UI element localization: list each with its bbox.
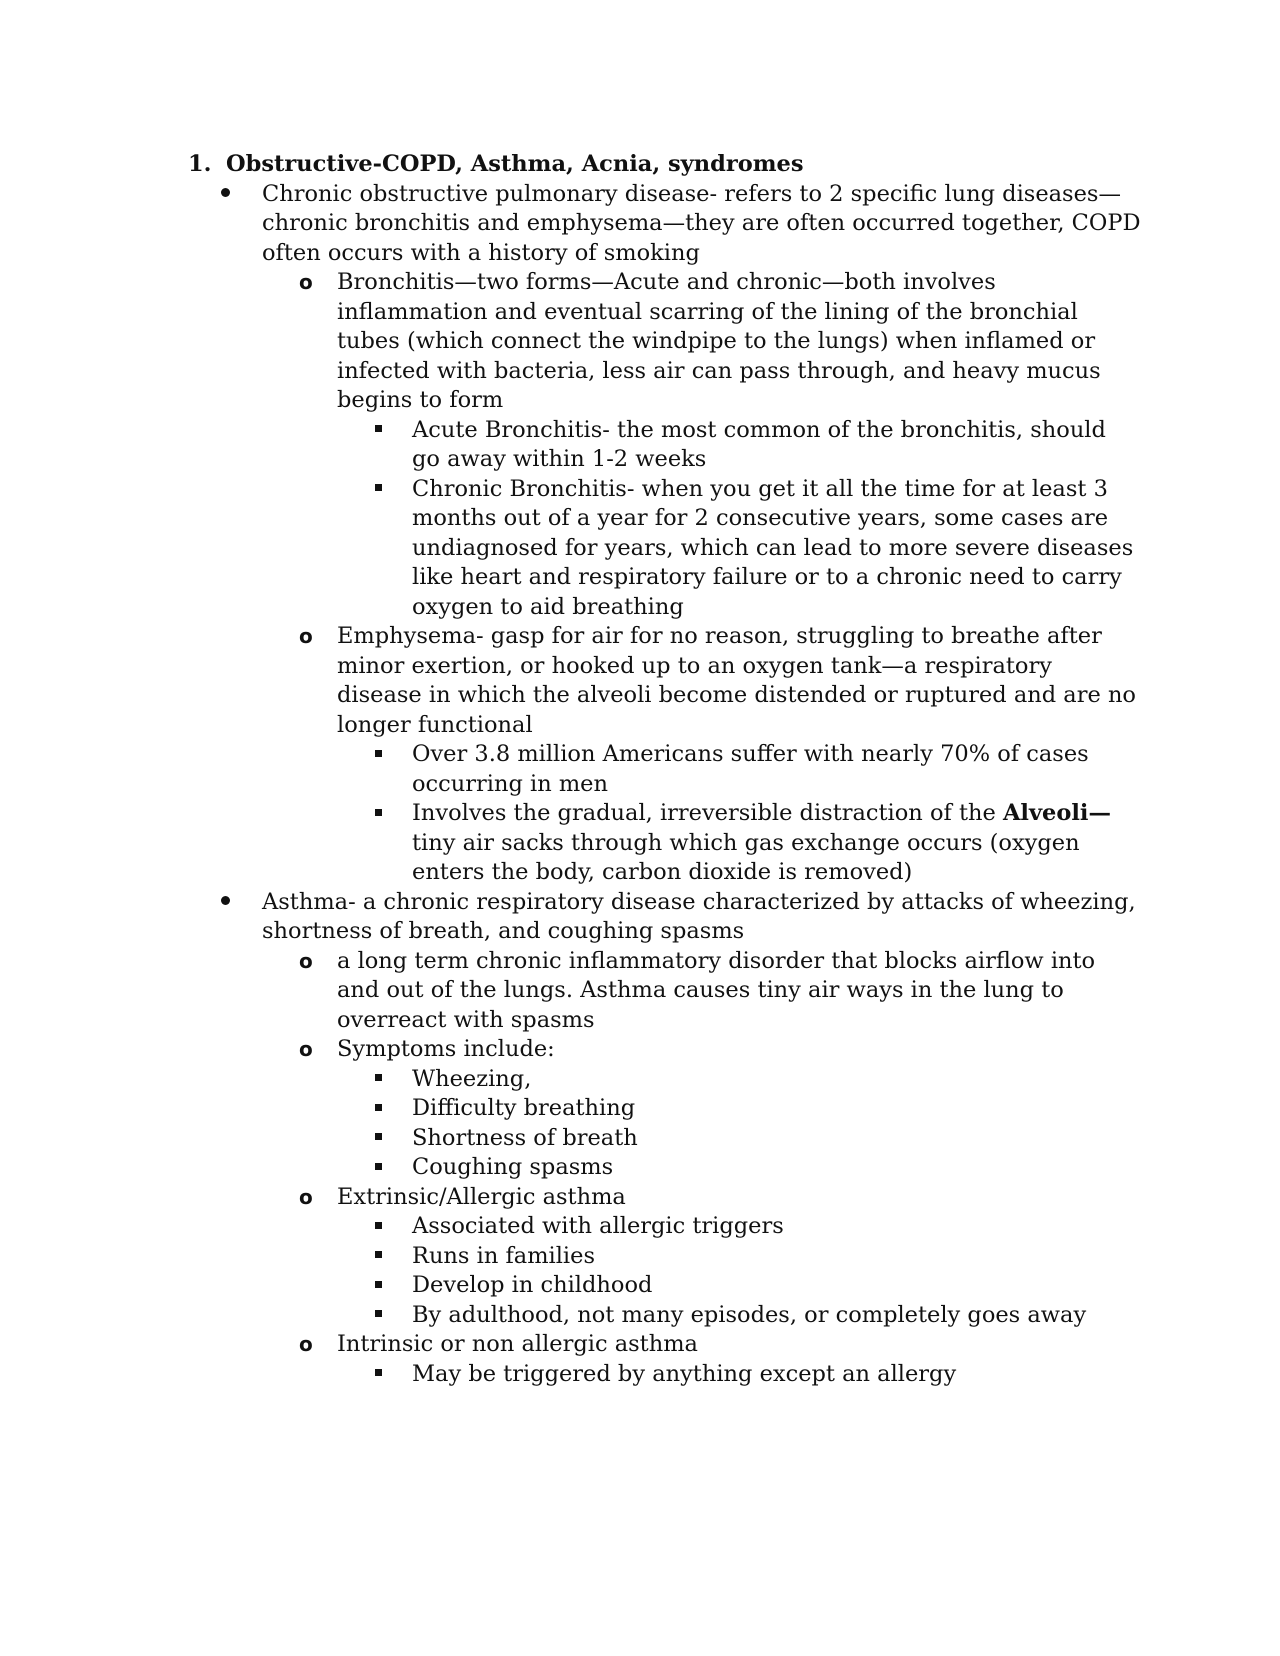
text-line: By adulthood, not many episodes, or completely goes away <box>412 1301 1087 1328</box>
text-line: tiny air sacks through which gas exchange occurs (oxygen <box>412 829 1080 856</box>
square-bullet-icon <box>375 1271 387 1301</box>
text-line: Bronchitis—two forms—Acute and chronic—both involves <box>337 269 996 295</box>
subsubbullet-alveoli <box>188 799 1111 888</box>
text-line: overreact with spasms <box>337 1006 595 1033</box>
bullet-copd <box>188 180 1141 269</box>
circle-bullet-icon: o <box>299 270 313 294</box>
text-line: a long term chronic inflammatory disorder that blocks airflow into <box>337 947 1096 974</box>
text-line: and out of the lungs. Asthma causes tiny air ways in the lung to <box>337 977 1064 1003</box>
text-line: Runs in families <box>412 1242 595 1269</box>
text-line: inflammation and eventual scarring of the lining of the bronchial <box>337 298 1078 325</box>
text-line: Chronic obstructive pulmonary disease- refers to 2 specific lung diseases— <box>262 180 1121 207</box>
text-line: Emphysema- gasp for air for no reason, struggling to breathe after <box>337 623 1102 649</box>
circle-bullet-icon: o <box>299 624 313 648</box>
heading-text: Obstructive-COPD, Asthma, Acnia, syndromes <box>226 151 804 177</box>
text-line: like heart and respiratory failure or to a chronic need to carry <box>412 564 1122 590</box>
text-line: Symptoms include: <box>337 1036 555 1062</box>
square-bullet-icon <box>375 1301 387 1331</box>
subbullet-asthma-definition <box>188 947 1096 1036</box>
text-line: Asthma- a chronic respiratory disease characterized by attacks of wheezing, <box>262 888 1136 915</box>
text-line: Wheezing, <box>412 1065 532 1092</box>
text-line: enters the body, carbon dioxide is removed) <box>412 859 913 885</box>
text-line: Difficulty breathing <box>412 1095 636 1121</box>
alveoli-term: Alveoli— <box>1002 800 1111 826</box>
text-line: oxygen to aid breathing <box>412 593 684 620</box>
text-line: May be triggered by anything except an allergy <box>412 1360 957 1387</box>
text-line: Chronic Bronchitis- when you get it all the time for at least 3 <box>412 475 1108 502</box>
text-line: undiagnosed for years, which can lead to more severe diseases <box>412 534 1134 561</box>
subsubbullet-acute-bronchitis <box>188 416 1106 475</box>
square-bullet-icon <box>375 1124 387 1154</box>
subbullet-extrinsic-asthma <box>188 1183 1088 1213</box>
text-line: Associated with allergic triggers <box>412 1213 784 1239</box>
subbullet-emphysema <box>188 622 1136 740</box>
square-bullet-icon <box>375 1212 387 1242</box>
text-line: go away within 1-2 weeks <box>412 446 707 472</box>
square-bullet-icon <box>375 475 387 505</box>
circle-bullet-icon: o <box>299 1184 313 1209</box>
list-item <box>188 1301 1088 1331</box>
subsubbullet-chronic-bronchitis <box>188 475 1134 623</box>
square-bullet-icon <box>375 799 387 829</box>
circle-bullet-icon: o <box>299 1332 313 1356</box>
text-line: tubes (which connect the windpipe to the lungs) when inflamed or <box>337 328 1096 354</box>
text-line: minor exertion, or hooked up to an oxygen tank—a respiratory <box>337 652 1052 679</box>
text-line: infected with bacteria, less air can pass through, and heavy mucus <box>337 357 1101 384</box>
list-item <box>188 1124 1088 1154</box>
text-line: Coughing spasms <box>412 1154 614 1180</box>
heading-number: 1. <box>188 151 212 177</box>
subbullet-bronchitis <box>188 268 1101 416</box>
square-bullet-icon <box>375 1242 387 1272</box>
text-line: begins to form <box>337 387 504 413</box>
list-item <box>188 1242 1088 1272</box>
text-line: disease in which the alveoli become distended or ruptured and are no <box>337 682 1136 708</box>
subbullet-intrinsic-asthma <box>188 1330 1088 1360</box>
bullet-disc-icon <box>221 888 233 918</box>
text-line: Develop in childhood <box>412 1272 653 1298</box>
text-line: often occurs with a history of smoking <box>262 239 700 266</box>
text-line: months out of a year for 2 consecutive years, some cases are <box>412 505 1109 531</box>
section-heading <box>188 150 1088 180</box>
text-line: chronic bronchitis and emphysema—they are often occurred together, COPD <box>262 210 1141 236</box>
list-item <box>188 1065 1088 1095</box>
text-line: Over 3.8 million Americans suffer with nearly 70% of cases <box>412 741 1089 767</box>
text-line: longer functional <box>337 711 533 738</box>
subsubbullet-emphysema-stats <box>188 740 1088 799</box>
text-line: Acute Bronchitis- the most common of the bronchitis, should <box>412 416 1106 443</box>
square-bullet-icon <box>375 1065 387 1095</box>
document-body <box>188 150 1141 1389</box>
list-item <box>188 1360 1088 1390</box>
list-item <box>188 1153 1088 1183</box>
square-bullet-icon <box>375 1094 387 1124</box>
circle-bullet-icon: o <box>299 1037 313 1061</box>
text-line: Extrinsic/Allergic asthma <box>337 1183 626 1210</box>
subbullet-symptoms <box>188 1035 1088 1065</box>
square-bullet-icon <box>375 416 387 446</box>
involves-text: Involves the gradual, irreversible distraction of the <box>412 800 1003 826</box>
bullet-asthma <box>188 888 1136 947</box>
text-line: occurring in men <box>412 770 608 797</box>
text-line <box>412 799 1111 829</box>
list-item <box>188 1212 1088 1242</box>
square-bullet-icon <box>375 1153 387 1183</box>
text-line: Intrinsic or non allergic asthma <box>337 1331 698 1357</box>
bullet-disc-icon <box>221 180 233 210</box>
list-item <box>188 1094 1088 1124</box>
square-bullet-icon <box>375 1360 387 1390</box>
square-bullet-icon <box>375 740 387 770</box>
text-line: Shortness of breath <box>412 1124 638 1151</box>
text-line: shortness of breath, and coughing spasms <box>262 918 745 944</box>
circle-bullet-icon: o <box>299 948 313 973</box>
list-item <box>188 1271 1088 1301</box>
